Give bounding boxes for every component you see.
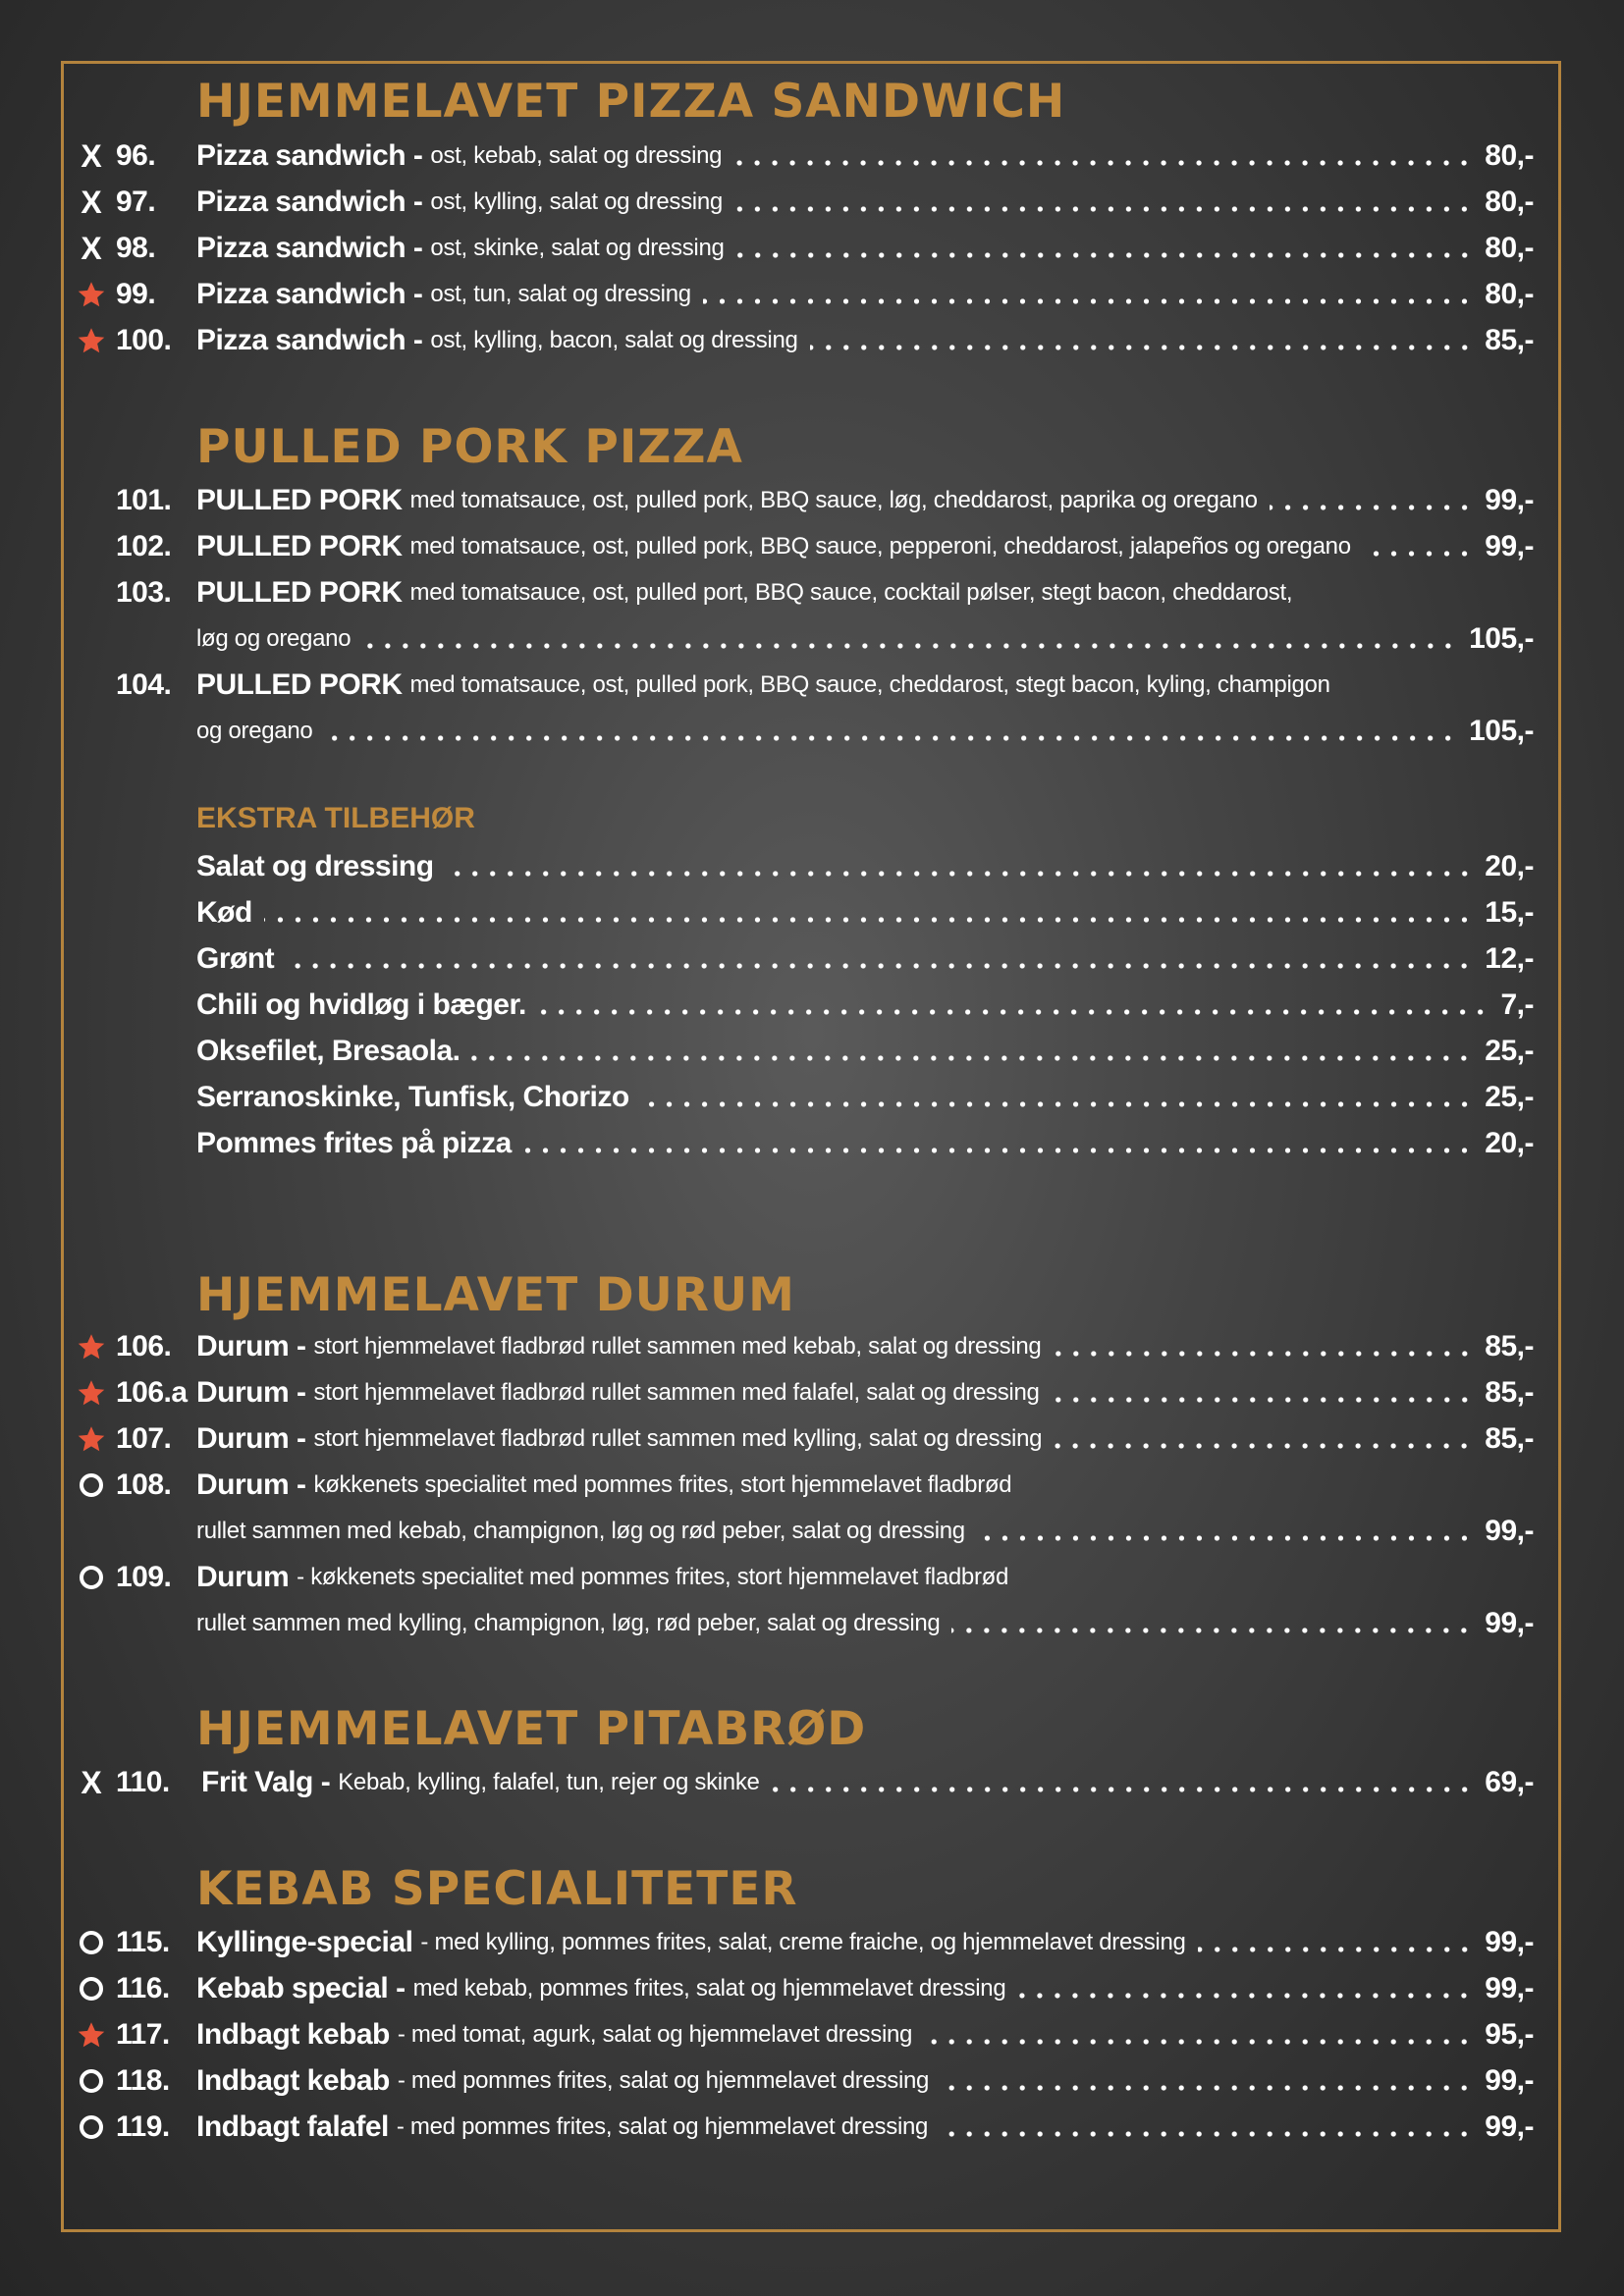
item-description: med tomatsauce, ost, pulled pork, BBQ sauce, løg, cheddarost, paprika og oregano [409, 487, 1258, 513]
item-name: PULLED PORK [196, 576, 403, 609]
item-description: ost, kylling, salat og dressing [430, 188, 723, 215]
star-icon [77, 275, 106, 314]
x-mark-icon: X [81, 230, 102, 266]
item-name: PULLED PORK [196, 530, 403, 562]
item-name: Indbagt kebab [196, 2064, 390, 2097]
menu-item-106a [0, 1373, 1624, 1413]
dot-leader [772, 1787, 1474, 1792]
dot-leader [977, 1535, 1473, 1541]
dot-leader [446, 871, 1474, 877]
item-price: 99,- [1485, 2110, 1534, 2143]
dot-leader [1363, 551, 1474, 557]
dot-leader [940, 2131, 1473, 2137]
item-number: 100. [116, 324, 172, 356]
item-price: 85,- [1485, 1422, 1534, 1455]
item-number: 106.a [116, 1376, 188, 1409]
item-name: Salat og dressing [196, 850, 434, 882]
dot-leader [286, 963, 1473, 969]
circle-icon [77, 1969, 106, 2008]
star-icon [77, 321, 106, 360]
menu-item-109-cont [0, 1604, 1624, 1643]
dot-leader [734, 206, 1473, 212]
item-name: Pizza sandwich - [196, 324, 423, 356]
item-price: 7,- [1500, 988, 1534, 1021]
circle-icon [77, 1923, 106, 1962]
dot-leader [362, 643, 1457, 649]
star-icon [77, 1327, 106, 1366]
item-price: 99,- [1485, 1515, 1534, 1547]
dot-leader [264, 917, 1473, 923]
item-name: Frit Valg - [201, 1766, 331, 1798]
dot-leader [1017, 1993, 1473, 1999]
item-price: 99,- [1485, 2064, 1534, 2097]
menu-item-110 [0, 1763, 1624, 1802]
menu-item-106 [0, 1327, 1624, 1366]
item-number: 119. [116, 2110, 170, 2143]
item-price: 20,- [1485, 1127, 1534, 1159]
item-description: rullet sammen med kebab, champignon, løg og rød peber, salat og dressing [196, 1518, 965, 1544]
circle-icon [77, 2108, 106, 2147]
item-description: - med pommes frites, salat og hjemmelavet dressing [397, 2067, 930, 2094]
circle-icon [77, 1466, 106, 1505]
star-icon [77, 1373, 106, 1413]
extra-item [0, 1078, 1624, 1117]
item-price: 25,- [1485, 1081, 1534, 1113]
menu-item-108 [0, 1466, 1624, 1505]
item-description: med kebab, pommes frites, salat og hjemmelavet dressing [412, 1975, 1006, 2002]
item-name: Pizza sandwich - [196, 186, 423, 218]
section-title-extra: EKSTRA TILBEHØR [196, 802, 475, 834]
dot-leader [1198, 1947, 1474, 1952]
dot-leader [1054, 1443, 1473, 1449]
x-mark-icon: X [81, 137, 102, 174]
item-description: stort hjemmelavet fladbrød rullet sammen med kylling, salat og dressing [313, 1425, 1043, 1452]
menu-item-115 [0, 1923, 1624, 1962]
dot-leader [471, 1055, 1473, 1061]
dot-leader [1052, 1397, 1474, 1403]
item-price: 99,- [1485, 484, 1534, 516]
circle-icon [77, 2061, 106, 2101]
menu-item-100 [0, 321, 1624, 360]
menu-item-107 [0, 1419, 1624, 1459]
item-name: Kebab special - [196, 1972, 406, 2004]
extra-item [0, 893, 1624, 933]
item-price: 15,- [1485, 896, 1534, 929]
item-name: Chili og hvidløg i bæger. [196, 988, 526, 1021]
item-number: 108. [116, 1468, 172, 1501]
item-number: 99. [116, 278, 156, 310]
item-number: 98. [116, 232, 156, 264]
item-name: Oksefilet, Bresaola. [196, 1035, 460, 1067]
dot-leader [736, 252, 1474, 258]
extra-item [0, 1124, 1624, 1163]
item-number: 97. [116, 186, 156, 218]
item-price: 80,- [1485, 186, 1534, 218]
item-name: Pizza sandwich - [196, 232, 423, 264]
item-description: Kebab, kylling, falafel, tun, rejer og skinke [338, 1769, 760, 1795]
item-name: Pizza sandwich - [196, 139, 423, 172]
menu-item-117 [0, 2015, 1624, 2055]
item-name: Durum [196, 1561, 290, 1593]
item-description: ost, tun, salat og dressing [430, 281, 691, 307]
item-name: Pizza sandwich - [196, 278, 423, 310]
dot-leader [1054, 1351, 1474, 1357]
dot-leader [324, 735, 1457, 741]
item-number: 116. [116, 1972, 170, 2004]
item-name: Indbagt falafel [196, 2110, 389, 2143]
extra-item [0, 986, 1624, 1025]
section-title-pulled-pork: PULLED PORK PIZZA [196, 420, 743, 474]
menu-item-116 [0, 1969, 1624, 2008]
item-description: - køkkenets specialitet med pommes frites, stort hjemmelavet fladbrød [297, 1564, 1009, 1590]
item-price: 69,- [1485, 1766, 1534, 1798]
item-price: 99,- [1485, 530, 1534, 562]
item-price: 80,- [1485, 278, 1534, 310]
item-price: 80,- [1485, 139, 1534, 172]
dot-leader [703, 298, 1474, 304]
item-number: 101. [116, 484, 172, 516]
circle-icon [77, 1558, 106, 1597]
item-price: 20,- [1485, 850, 1534, 882]
item-price: 85,- [1485, 1376, 1534, 1409]
menu-item-104 [0, 666, 1624, 705]
menu-item-98 [0, 229, 1624, 268]
item-description: ost, kylling, bacon, salat og dressing [430, 327, 798, 353]
section-title-pita: HJEMMELAVET PITABRØD [196, 1702, 867, 1756]
menu-item-97 [0, 183, 1624, 222]
item-price: 99,- [1485, 1972, 1534, 2004]
dot-leader [941, 2085, 1473, 2091]
item-name: Kød [196, 896, 252, 929]
menu-item-96 [0, 136, 1624, 176]
dot-leader [523, 1148, 1474, 1153]
section-title-pizza-sandwich: HJEMMELAVET PIZZA SANDWICH [196, 75, 1066, 129]
item-description: med tomatsauce, ost, pulled pork, BBQ sauce, cheddarost, stegt bacon, kyling, champigon [409, 671, 1330, 698]
section-title-kebab: KEBAB SPECIALITETER [196, 1862, 798, 1916]
item-name: Kyllinge-special [196, 1926, 413, 1958]
menu-item-108-cont [0, 1512, 1624, 1551]
item-number: 96. [116, 139, 156, 172]
menu-item-99 [0, 275, 1624, 314]
item-name: Durum - [196, 1376, 306, 1409]
item-name: Indbagt kebab [196, 2018, 390, 2051]
item-price: 105,- [1469, 715, 1534, 747]
item-price: 85,- [1485, 324, 1534, 356]
item-number: 109. [116, 1561, 172, 1593]
menu-item-109 [0, 1558, 1624, 1597]
item-name: Serranoskinke, Tunfisk, Chorizo [196, 1081, 629, 1113]
item-price: 80,- [1485, 232, 1534, 264]
menu-item-101 [0, 481, 1624, 520]
star-icon [77, 2015, 106, 2055]
item-description: rullet sammen med kylling, champignon, løg, rød peber, salat og dressing [196, 1610, 941, 1636]
item-name: PULLED PORK [196, 668, 403, 701]
dot-leader [538, 1009, 1489, 1015]
item-description: køkkenets specialitet med pommes frites, stort hjemmelavet fladbrød [313, 1471, 1012, 1498]
item-price: 95,- [1485, 2018, 1534, 2051]
item-name: Pommes frites på pizza [196, 1127, 512, 1159]
item-price: 99,- [1485, 1926, 1534, 1958]
item-number: 115. [116, 1926, 170, 1958]
item-number: 117. [116, 2018, 170, 2051]
item-description: stort hjemmelavet fladbrød rullet sammen med kebab, salat og dressing [313, 1333, 1042, 1360]
item-description: løg og oregano [196, 625, 352, 652]
item-price: 105,- [1469, 622, 1534, 655]
item-description: med tomatsauce, ost, pulled pork, BBQ sauce, pepperoni, cheddarost, jalapeños og oregano [409, 533, 1351, 560]
extra-item [0, 939, 1624, 979]
x-mark-icon: X [81, 1764, 102, 1800]
item-name: Durum - [196, 1330, 306, 1362]
item-number: 106. [116, 1330, 172, 1362]
section-title-durum: HJEMMELAVET DURUM [196, 1268, 795, 1322]
item-description: med tomatsauce, ost, pulled port, BBQ sauce, cocktail pølser, stegt bacon, cheddarost, [409, 579, 1293, 606]
dot-leader [641, 1101, 1474, 1107]
star-icon [77, 1419, 106, 1459]
item-name: Durum - [196, 1468, 306, 1501]
extra-item [0, 1032, 1624, 1071]
item-description: - med pommes frites, salat og hjemmelavet dressing [396, 2113, 929, 2140]
item-description: stort hjemmelavet fladbrød rullet sammen med falafel, salat og dressing [313, 1379, 1040, 1406]
item-price: 25,- [1485, 1035, 1534, 1067]
item-number: 110. [116, 1766, 170, 1798]
item-price: 12,- [1485, 942, 1534, 975]
menu-item-103-cont [0, 619, 1624, 659]
dot-leader [1270, 505, 1474, 510]
item-name: PULLED PORK [196, 484, 403, 516]
menu-item-102 [0, 527, 1624, 566]
item-name: Durum - [196, 1422, 306, 1455]
extra-item [0, 847, 1624, 886]
item-number: 107. [116, 1422, 172, 1455]
item-description: - med tomat, agurk, salat og hjemmelavet dressing [397, 2021, 913, 2048]
menu-item-119 [0, 2108, 1624, 2147]
item-number: 104. [116, 668, 172, 701]
item-description: ost, skinke, salat og dressing [430, 235, 725, 261]
x-mark-icon: X [81, 184, 102, 220]
item-description: ost, kebab, salat og dressing [430, 142, 723, 169]
menu-item-103 [0, 573, 1624, 613]
item-description: - med kylling, pommes frites, salat, creme fraiche, og hjemmelavet dressing [420, 1929, 1186, 1955]
item-price: 85,- [1485, 1330, 1534, 1362]
item-number: 103. [116, 576, 172, 609]
dot-leader [951, 1628, 1473, 1633]
dot-leader [924, 2039, 1473, 2045]
item-name: Grønt [196, 942, 275, 975]
menu-item-118 [0, 2061, 1624, 2101]
item-number: 102. [116, 530, 172, 562]
dot-leader [810, 345, 1474, 350]
menu-item-104-cont [0, 712, 1624, 751]
item-price: 99,- [1485, 1607, 1534, 1639]
item-number: 118. [116, 2064, 170, 2097]
item-description: og oregano [196, 718, 313, 744]
dot-leader [733, 160, 1473, 166]
